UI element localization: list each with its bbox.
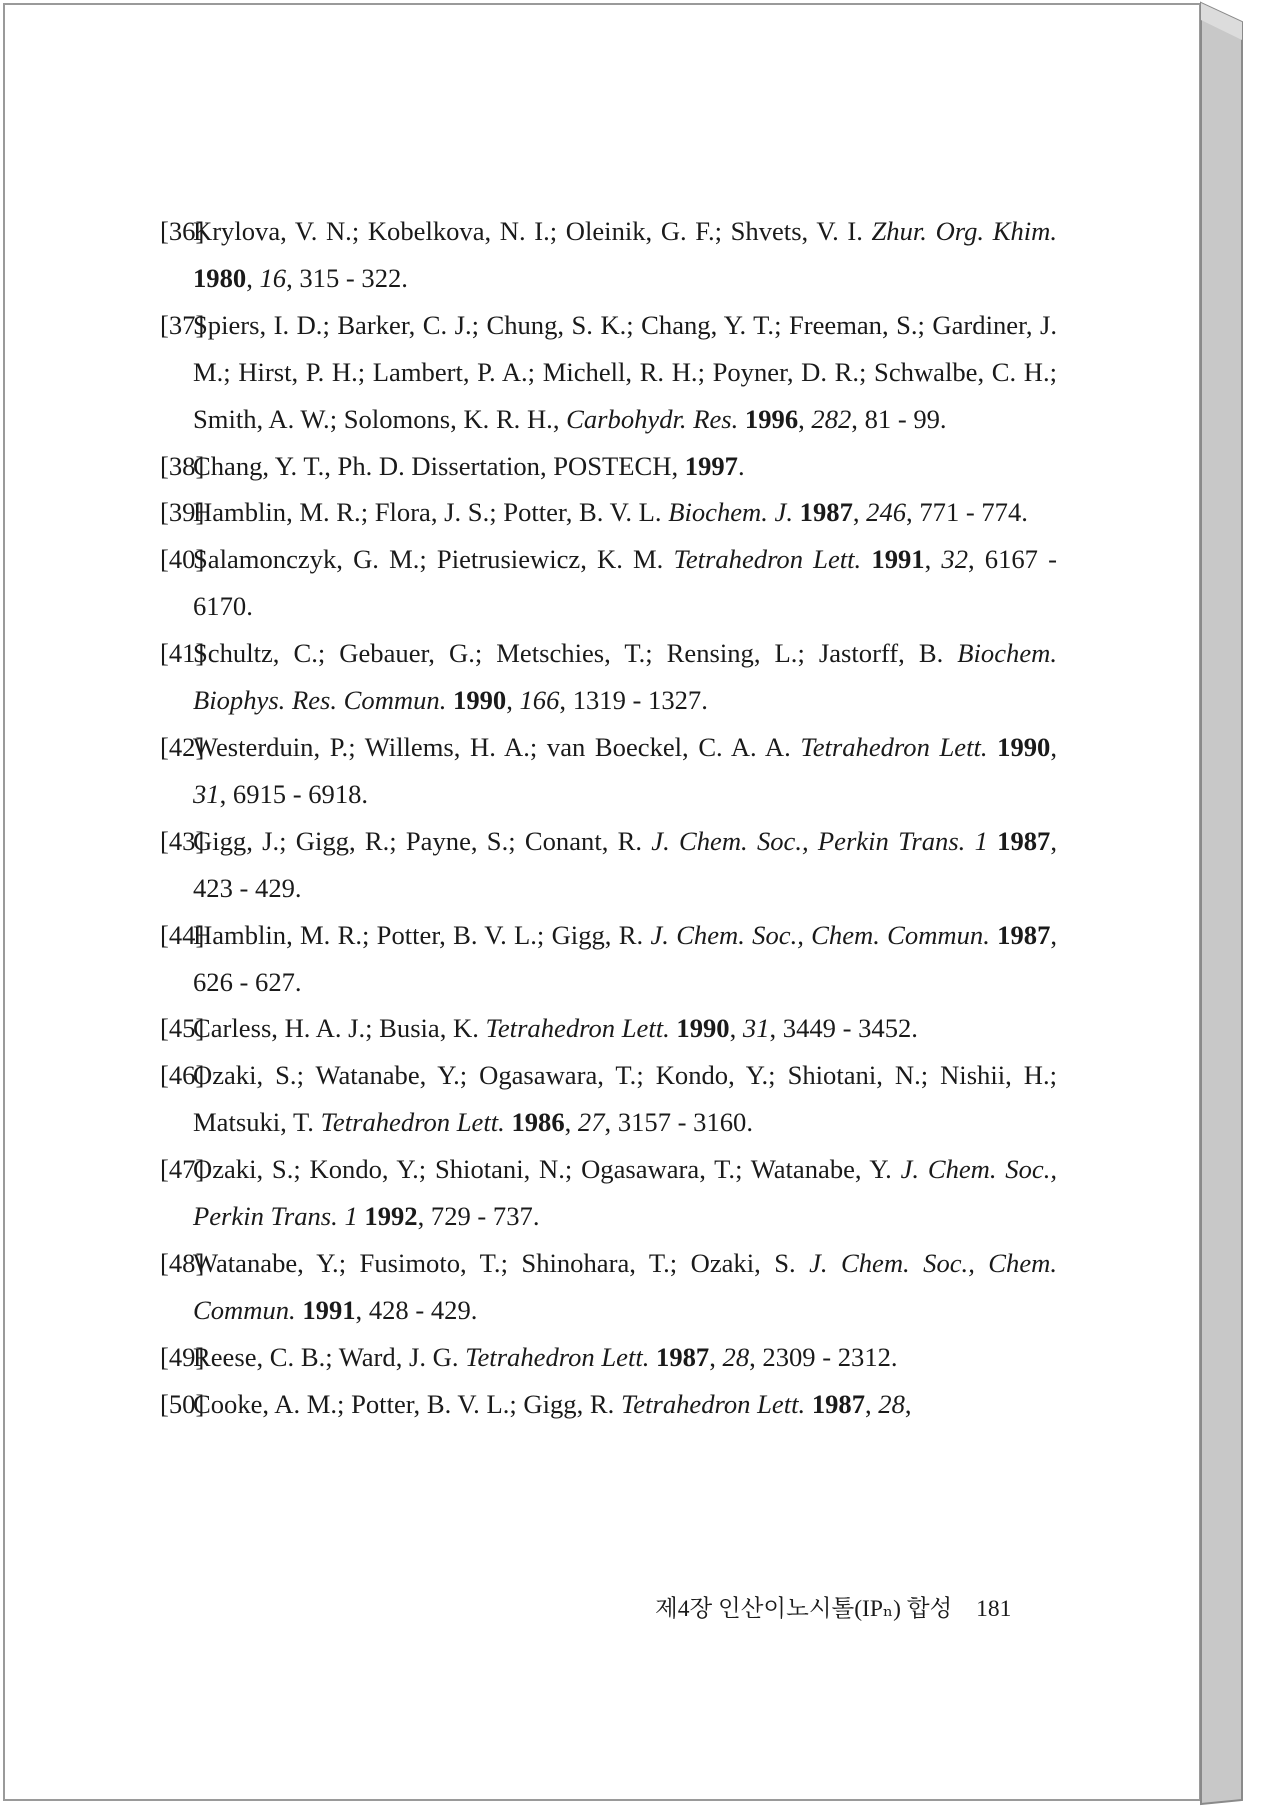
journal-name: Tetrahedron Lett. bbox=[465, 1341, 650, 1372]
journal-name: Tetrahedron Lett. bbox=[800, 731, 988, 762]
reference-text bbox=[193, 302, 1057, 443]
reference-segment: Hamblin, M. R.; Potter, B. V. L.; Gigg, R. bbox=[193, 919, 651, 950]
reference-segment: Watanabe, Y.; Fusimoto, T.; Shinohara, T.; Ozaki, S. bbox=[193, 1247, 810, 1278]
reference-segment: Spiers, I. D.; Barker, C. J.; Chung, S. K.; Chang, Y. T.; Freeman, S.; Gardiner, J. M.; Hirst, P. H.; Lambert, P. A.; Michell, R. H.; Poyner, D. R.; Schwalbe, C. H.; Smith, A. W.; Solomons, K. R. H., bbox=[193, 309, 1057, 434]
publication-year: 1991 bbox=[302, 1294, 356, 1325]
journal-name: Tetrahedron Lett. bbox=[485, 1013, 670, 1044]
journal-name: 166 bbox=[519, 685, 560, 716]
journal-name: Tetrahedron Lett. bbox=[673, 544, 862, 575]
journal-name: 246 bbox=[866, 497, 907, 528]
reference-segment: , bbox=[729, 1013, 743, 1044]
publication-year: 1990 bbox=[453, 685, 507, 716]
journal-name: 282 bbox=[811, 403, 852, 434]
journal-name: Carbohydr. Res. bbox=[566, 403, 739, 434]
reference-segment: , bbox=[709, 1341, 723, 1372]
reference-text bbox=[193, 1240, 1057, 1334]
reference-segment: , bbox=[924, 544, 942, 575]
reference-number: [50] bbox=[160, 1388, 205, 1419]
reference-number: [38] bbox=[160, 450, 205, 481]
journal-name: Biochem. Biophys. Res. Commun. bbox=[193, 638, 1057, 716]
reference-text bbox=[193, 724, 1057, 818]
reference-segment: , bbox=[798, 403, 812, 434]
reference-segment bbox=[988, 732, 998, 762]
reference-number: [49] bbox=[160, 1341, 205, 1372]
publication-year: 1987 bbox=[799, 497, 853, 528]
reference-number: [42] bbox=[160, 731, 205, 762]
publication-year: 1987 bbox=[656, 1341, 710, 1372]
reference-text bbox=[193, 536, 1057, 630]
reference-text bbox=[193, 630, 1057, 724]
reference-item bbox=[161, 208, 1057, 302]
reference-segment: , bbox=[1050, 731, 1057, 762]
reference-segment: Reese, C. B.; Ward, J. G. bbox=[193, 1341, 466, 1372]
reference-text bbox=[193, 208, 1057, 302]
reference-number: [41] bbox=[160, 638, 205, 669]
reference-segment: Gigg, J.; Gigg, R.; Payne, S.; Conant, R. bbox=[193, 825, 652, 856]
reference-item bbox=[161, 536, 1057, 630]
reference-segment: , 81 - 99. bbox=[851, 403, 947, 434]
reference-segment: , bbox=[904, 1388, 912, 1419]
reference-segment: , bbox=[852, 497, 867, 528]
reference-number: [43] bbox=[160, 825, 205, 856]
reference-segment: , 3157 - 3160. bbox=[604, 1107, 753, 1138]
reference-segment: Salamonczyk, G. M.; Pietrusiewicz, K. M. bbox=[193, 544, 674, 575]
chapter-title: 제4장 인산이노시톨(IPₙ) 합성 bbox=[655, 1596, 953, 1622]
reference-segment: Hamblin, M. R.; Flora, J. S.; Potter, B. V. L. bbox=[193, 497, 669, 528]
reference-item bbox=[161, 1052, 1057, 1146]
publication-year: 1990 bbox=[676, 1013, 730, 1044]
reference-text bbox=[193, 1052, 1057, 1146]
reference-segment: , bbox=[506, 685, 520, 716]
reference-number: [46] bbox=[160, 1060, 205, 1091]
reference-number: [40] bbox=[160, 544, 205, 575]
journal-name: J. Chem. Soc., Perkin Trans. 1 bbox=[651, 825, 988, 856]
reference-text bbox=[193, 1146, 1057, 1240]
reference-segment: , bbox=[865, 1388, 879, 1419]
reference-text bbox=[193, 489, 1057, 536]
publication-year: 1997 bbox=[684, 450, 738, 481]
reference-item bbox=[161, 630, 1057, 724]
reference-number: [47] bbox=[160, 1154, 205, 1185]
reference-text bbox=[193, 443, 1057, 490]
journal-name: J. Chem. Soc., Perkin Trans. 1 bbox=[193, 1154, 1057, 1232]
reference-number: [37] bbox=[160, 309, 205, 340]
journal-name: 28 bbox=[722, 1341, 750, 1372]
reference-number: [44] bbox=[160, 919, 205, 950]
reference-segment: , 6167 - 6170. bbox=[193, 544, 1057, 622]
reference-segment bbox=[805, 1389, 812, 1419]
reference-item bbox=[161, 1005, 1057, 1052]
reference-item bbox=[161, 1146, 1057, 1240]
reference-text bbox=[193, 1381, 1057, 1428]
reference-item bbox=[161, 302, 1057, 443]
publication-year: 1996 bbox=[744, 403, 799, 434]
reference-segment: Chang, Y. T., Ph. D. Dissertation, POSTECH, bbox=[193, 450, 685, 481]
reference-text bbox=[193, 1334, 1057, 1381]
reference-segment: , bbox=[246, 262, 260, 293]
page-number: 181 bbox=[976, 1596, 1012, 1622]
reference-segment: , 1319 - 1327. bbox=[559, 685, 708, 716]
journal-name: 32 bbox=[941, 544, 968, 575]
reference-text bbox=[193, 912, 1057, 1006]
reference-number: [48] bbox=[160, 1247, 205, 1278]
reference-segment bbox=[861, 544, 871, 574]
reference-item bbox=[161, 443, 1057, 490]
publication-year: 1987 bbox=[997, 825, 1051, 856]
reference-segment: Cooke, A. M.; Potter, B. V. L.; Gigg, R. bbox=[193, 1388, 621, 1419]
reference-number: [45] bbox=[160, 1013, 205, 1044]
reference-segment: , 423 - 429. bbox=[193, 825, 1057, 903]
publication-year: 1986 bbox=[511, 1107, 565, 1138]
reference-text bbox=[193, 1005, 1057, 1052]
journal-name: 31 bbox=[193, 778, 220, 809]
reference-segment: Westerduin, P.; Willems, H. A.; van Boeckel, C. A. A. bbox=[193, 731, 801, 762]
publication-year: 1991 bbox=[871, 544, 925, 575]
reference-segment bbox=[988, 826, 997, 856]
reference-segment: Carless, H. A. J.; Busia, K. bbox=[193, 1013, 486, 1044]
reference-segment: , 2309 - 2312. bbox=[749, 1341, 898, 1372]
page-footer bbox=[655, 1589, 1011, 1623]
reference-segment: Ozaki, S.; Kondo, Y.; Shiotani, N.; Ogasawara, T.; Watanabe, Y. bbox=[193, 1154, 901, 1185]
reference-number: [36] bbox=[160, 216, 205, 246]
reference-segment: . bbox=[737, 450, 745, 481]
publication-year: 1987 bbox=[997, 919, 1051, 950]
journal-name: 27 bbox=[577, 1107, 605, 1138]
reference-segment: Schultz, C.; Gebauer, G.; Metschies, T.; Rensing, L.; Jastorff, B. bbox=[193, 638, 958, 669]
journal-name: 16 bbox=[259, 262, 287, 293]
reference-item bbox=[161, 818, 1057, 912]
reference-item bbox=[161, 1381, 1057, 1428]
journal-name: 28 bbox=[878, 1388, 905, 1419]
reference-segment: , 3449 - 3452. bbox=[769, 1013, 918, 1044]
reference-segment bbox=[738, 404, 745, 434]
reference-segment: , bbox=[564, 1107, 578, 1138]
reference-segment: , 315 - 322. bbox=[286, 262, 408, 293]
reference-item bbox=[161, 1334, 1057, 1381]
reference-list bbox=[161, 208, 1057, 1428]
journal-name: J. Chem. Soc., Chem. Commun. bbox=[650, 919, 990, 950]
reference-segment: , 428 - 429. bbox=[355, 1294, 478, 1325]
reference-segment: , 626 - 627. bbox=[193, 919, 1058, 997]
document-page bbox=[3, 3, 1201, 1801]
journal-name: Biochem. J. bbox=[668, 497, 794, 528]
reference-segment: , 6915 - 6918. bbox=[219, 778, 369, 809]
reference-segment: , 729 - 737. bbox=[417, 1201, 540, 1232]
journal-name: Tetrahedron Lett. bbox=[620, 1388, 806, 1419]
reference-segment: , 771 - 774. bbox=[906, 497, 1028, 528]
reference-item bbox=[161, 1240, 1057, 1334]
reference-item bbox=[161, 489, 1057, 536]
publication-year: 1987 bbox=[811, 1388, 865, 1419]
journal-name: 31 bbox=[742, 1013, 770, 1044]
reference-segment: Krylova, V. N.; Kobelkova, N. I.; Oleinik, G. F.; Shvets, V. I. bbox=[193, 216, 872, 246]
journal-name: Tetrahedron Lett. bbox=[320, 1107, 505, 1138]
publication-year: 1990 bbox=[997, 731, 1051, 762]
publication-year: 1992 bbox=[364, 1201, 418, 1232]
reference-item bbox=[161, 912, 1057, 1006]
reference-text bbox=[193, 818, 1057, 912]
publication-year: 1980 bbox=[193, 262, 247, 293]
reference-segment: Ozaki, S.; Watanabe, Y.; Ogasawara, T.; Kondo, Y.; Shiotani, N.; Nishii, H.; Matsuki, T. bbox=[193, 1060, 1057, 1138]
journal-name: J. Chem. Soc., Chem. Commun. bbox=[193, 1247, 1057, 1325]
journal-name: Zhur. Org. Khim. bbox=[871, 216, 1057, 246]
reference-segment bbox=[793, 497, 800, 527]
reference-item bbox=[161, 724, 1057, 818]
reference-number: [39] bbox=[160, 497, 205, 528]
